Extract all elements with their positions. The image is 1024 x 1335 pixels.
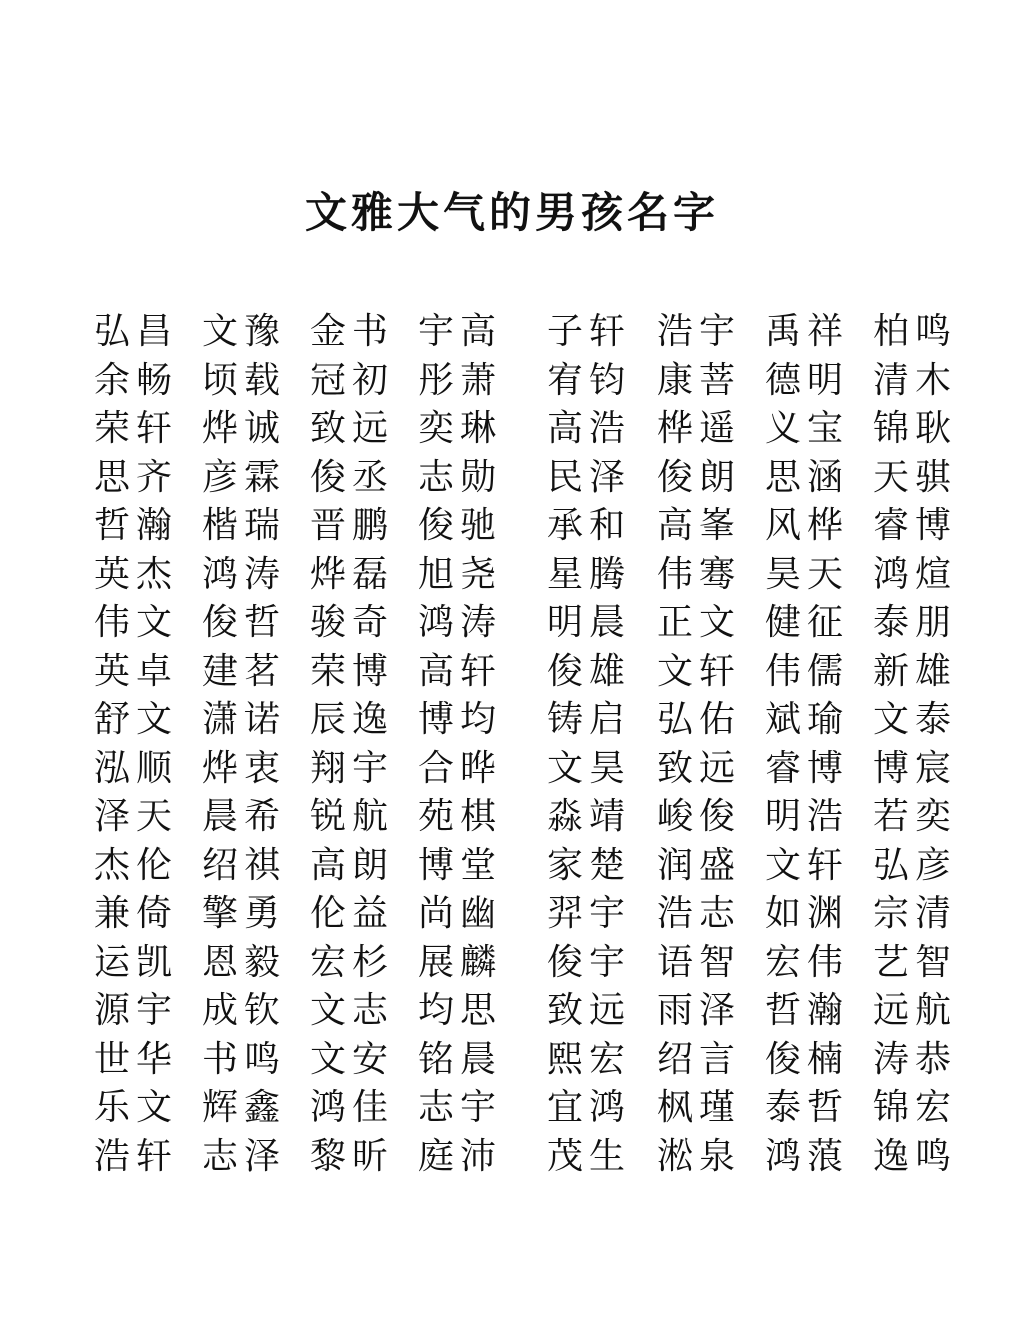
name-entry: 鸿涛 [202, 553, 287, 595]
name-entry: 文轩 [765, 844, 850, 886]
name-entry: 文安 [310, 1038, 395, 1080]
name-entry: 泰哲 [765, 1087, 850, 1128]
name-entry: 峻俊 [657, 796, 742, 837]
name-entry: 文豫 [202, 311, 287, 352]
name-row [0, 308, 1024, 357]
name-entry: 辰逸 [310, 699, 395, 740]
name-entry: 彤萧 [418, 359, 503, 401]
name-entry: 逸鸣 [873, 1135, 958, 1177]
name-entry: 羿宇 [547, 893, 632, 934]
name-entry: 雨泽 [657, 990, 742, 1031]
name-entry: 俊哲 [202, 602, 287, 643]
name-entry: 伟文 [94, 602, 179, 643]
name-entry: 俊楠 [765, 1038, 850, 1080]
name-entry: 英杰 [94, 553, 179, 595]
name-entry: 金书 [310, 311, 395, 352]
name-entry: 辉鑫 [202, 1087, 287, 1128]
name-row [0, 502, 1024, 551]
name-entry: 哲瀚 [765, 990, 850, 1031]
name-entry: 禹祥 [765, 311, 850, 352]
name-entry: 致远 [657, 747, 742, 789]
name-entry: 博均 [418, 699, 503, 740]
name-entry: 俊宇 [547, 941, 632, 983]
name-entry: 弘佑 [657, 699, 742, 740]
name-entry: 健征 [765, 602, 850, 643]
name-entry: 熙宏 [547, 1038, 632, 1080]
name-entry: 高浩 [547, 408, 632, 449]
name-entry: 源宇 [94, 990, 179, 1031]
name-entry: 烨磊 [310, 553, 395, 595]
name-entry: 文轩 [657, 650, 742, 692]
name-entry: 高朗 [310, 844, 395, 886]
name-entry: 俊驰 [418, 505, 503, 546]
name-entry: 家楚 [547, 844, 632, 886]
name-entry: 潇诺 [202, 699, 287, 740]
name-entry: 宏伟 [765, 941, 850, 983]
name-entry: 润盛 [657, 844, 742, 886]
name-entry: 尚幽 [418, 893, 503, 934]
name-entry: 新雄 [873, 650, 958, 692]
name-row [0, 1084, 1024, 1133]
name-entry: 思涵 [765, 456, 850, 498]
name-entry: 庭沛 [418, 1135, 503, 1177]
name-entry: 艺智 [873, 941, 958, 983]
name-entry: 锦耿 [873, 408, 958, 449]
name-row [0, 1036, 1024, 1085]
name-entry: 博堂 [418, 844, 503, 886]
name-row [0, 939, 1024, 988]
name-entry: 骏奇 [310, 602, 395, 643]
name-entry: 旭尧 [418, 553, 503, 595]
name-row [0, 696, 1024, 745]
name-row [0, 357, 1024, 406]
name-entry: 书鸣 [202, 1038, 287, 1080]
name-entry: 斌瑜 [765, 699, 850, 740]
name-entry: 若奕 [873, 796, 958, 837]
name-entry: 宇高 [418, 311, 503, 352]
name-entry: 语智 [657, 941, 742, 983]
name-entry: 高轩 [418, 650, 503, 692]
name-entry: 荣博 [310, 650, 395, 692]
name-entry: 杰伦 [94, 844, 179, 886]
name-entry: 民泽 [547, 456, 632, 498]
name-entry: 昊天 [765, 553, 850, 595]
name-entry: 志勋 [418, 456, 503, 498]
name-entry: 彦霖 [202, 456, 287, 498]
name-entry: 兼倚 [94, 893, 179, 934]
name-entry: 泰朋 [873, 602, 958, 643]
name-entry: 清木 [873, 359, 958, 401]
name-entry: 泓顺 [94, 747, 179, 789]
name-entry: 茂生 [547, 1135, 632, 1177]
name-entry: 绍言 [657, 1038, 742, 1080]
name-entry: 烨衷 [202, 747, 287, 789]
name-entry: 睿博 [765, 747, 850, 789]
name-row [0, 987, 1024, 1036]
name-row [0, 1133, 1024, 1182]
name-entry: 高峯 [657, 505, 742, 546]
name-entry: 锐航 [310, 796, 395, 837]
name-grid [0, 308, 1024, 1181]
name-entry: 致远 [310, 408, 395, 449]
name-row [0, 599, 1024, 648]
name-entry: 宗清 [873, 893, 958, 934]
name-entry: 晨希 [202, 796, 287, 837]
name-entry: 浩轩 [94, 1135, 179, 1177]
name-row [0, 793, 1024, 842]
name-entry: 铭晨 [418, 1038, 503, 1080]
name-entry: 建茗 [202, 650, 287, 692]
name-entry: 黎昕 [310, 1135, 395, 1177]
name-entry: 伟儒 [765, 650, 850, 692]
name-entry: 成钦 [202, 990, 287, 1031]
name-entry: 楷瑞 [202, 505, 287, 546]
name-entry: 思齐 [94, 456, 179, 498]
name-entry: 弘彦 [873, 844, 958, 886]
name-entry: 义宝 [765, 408, 850, 449]
name-entry: 均思 [418, 990, 503, 1031]
name-entry: 柏鸣 [873, 311, 958, 352]
name-entry: 志宇 [418, 1087, 503, 1128]
name-entry: 鸿煊 [873, 553, 958, 595]
name-entry: 枫瑾 [657, 1087, 742, 1128]
name-entry: 德明 [765, 359, 850, 401]
name-entry: 文昊 [547, 747, 632, 789]
name-entry: 顷载 [202, 359, 287, 401]
name-entry: 苑棋 [418, 796, 503, 837]
name-entry: 舒文 [94, 699, 179, 740]
name-entry: 睿博 [873, 505, 958, 546]
name-entry: 俊丞 [310, 456, 395, 498]
name-entry: 奕琳 [418, 408, 503, 449]
name-entry: 烨诚 [202, 408, 287, 449]
name-entry: 宥钧 [547, 359, 632, 401]
name-entry: 余畅 [94, 359, 179, 401]
name-row [0, 405, 1024, 454]
name-entry: 世华 [94, 1038, 179, 1080]
name-row [0, 842, 1024, 891]
name-entry: 远航 [873, 990, 958, 1031]
name-entry: 合晔 [418, 747, 503, 789]
name-entry: 宜鸿 [547, 1087, 632, 1128]
name-entry: 鸿涛 [418, 602, 503, 643]
name-entry: 明浩 [765, 796, 850, 837]
name-entry: 博宸 [873, 747, 958, 789]
name-entry: 星腾 [547, 553, 632, 595]
name-entry: 正文 [657, 602, 742, 643]
page-title: 文雅大气的男孩名字 [304, 188, 719, 237]
name-entry: 子轩 [547, 311, 632, 352]
name-entry: 哲瀚 [94, 505, 179, 546]
name-entry: 冠初 [310, 359, 395, 401]
name-row [0, 454, 1024, 503]
name-entry: 文志 [310, 990, 395, 1031]
name-entry: 如渊 [765, 893, 850, 934]
name-entry: 展麟 [418, 941, 503, 983]
name-row [0, 745, 1024, 794]
name-entry: 绍祺 [202, 844, 287, 886]
name-entry: 鸿蒗 [765, 1135, 850, 1177]
name-entry: 伦益 [310, 893, 395, 934]
name-entry: 英卓 [94, 650, 179, 692]
name-entry: 淞泉 [657, 1135, 742, 1177]
name-entry: 乐文 [94, 1087, 179, 1128]
name-entry: 浩宇 [657, 311, 742, 352]
name-entry: 翔宇 [310, 747, 395, 789]
name-entry: 淼靖 [547, 796, 632, 837]
name-entry: 恩毅 [202, 941, 287, 983]
name-row [0, 551, 1024, 600]
name-entry: 锦宏 [873, 1087, 958, 1128]
name-row [0, 648, 1024, 697]
name-entry: 文泰 [873, 699, 958, 740]
name-entry: 弘昌 [94, 311, 179, 352]
name-row [0, 890, 1024, 939]
name-entry: 铸启 [547, 699, 632, 740]
name-entry: 涛恭 [873, 1038, 958, 1080]
name-entry: 天骐 [873, 456, 958, 498]
name-entry: 致远 [547, 990, 632, 1031]
name-entry: 宏杉 [310, 941, 395, 983]
name-entry: 伟骞 [657, 553, 742, 595]
name-entry: 晋鹏 [310, 505, 395, 546]
name-entry: 康菩 [657, 359, 742, 401]
name-entry: 桦遥 [657, 408, 742, 449]
name-entry: 明晨 [547, 602, 632, 643]
name-entry: 擎勇 [202, 893, 287, 934]
name-entry: 荣轩 [94, 408, 179, 449]
name-entry: 浩志 [657, 893, 742, 934]
name-entry: 运凯 [94, 941, 179, 983]
name-entry: 俊雄 [547, 650, 632, 692]
name-entry: 承和 [547, 505, 632, 546]
name-entry: 风桦 [765, 505, 850, 546]
name-entry: 俊朗 [657, 456, 742, 498]
name-entry: 泽天 [94, 796, 179, 837]
name-entry: 志泽 [202, 1135, 287, 1177]
name-entry: 鸿佳 [310, 1087, 395, 1128]
